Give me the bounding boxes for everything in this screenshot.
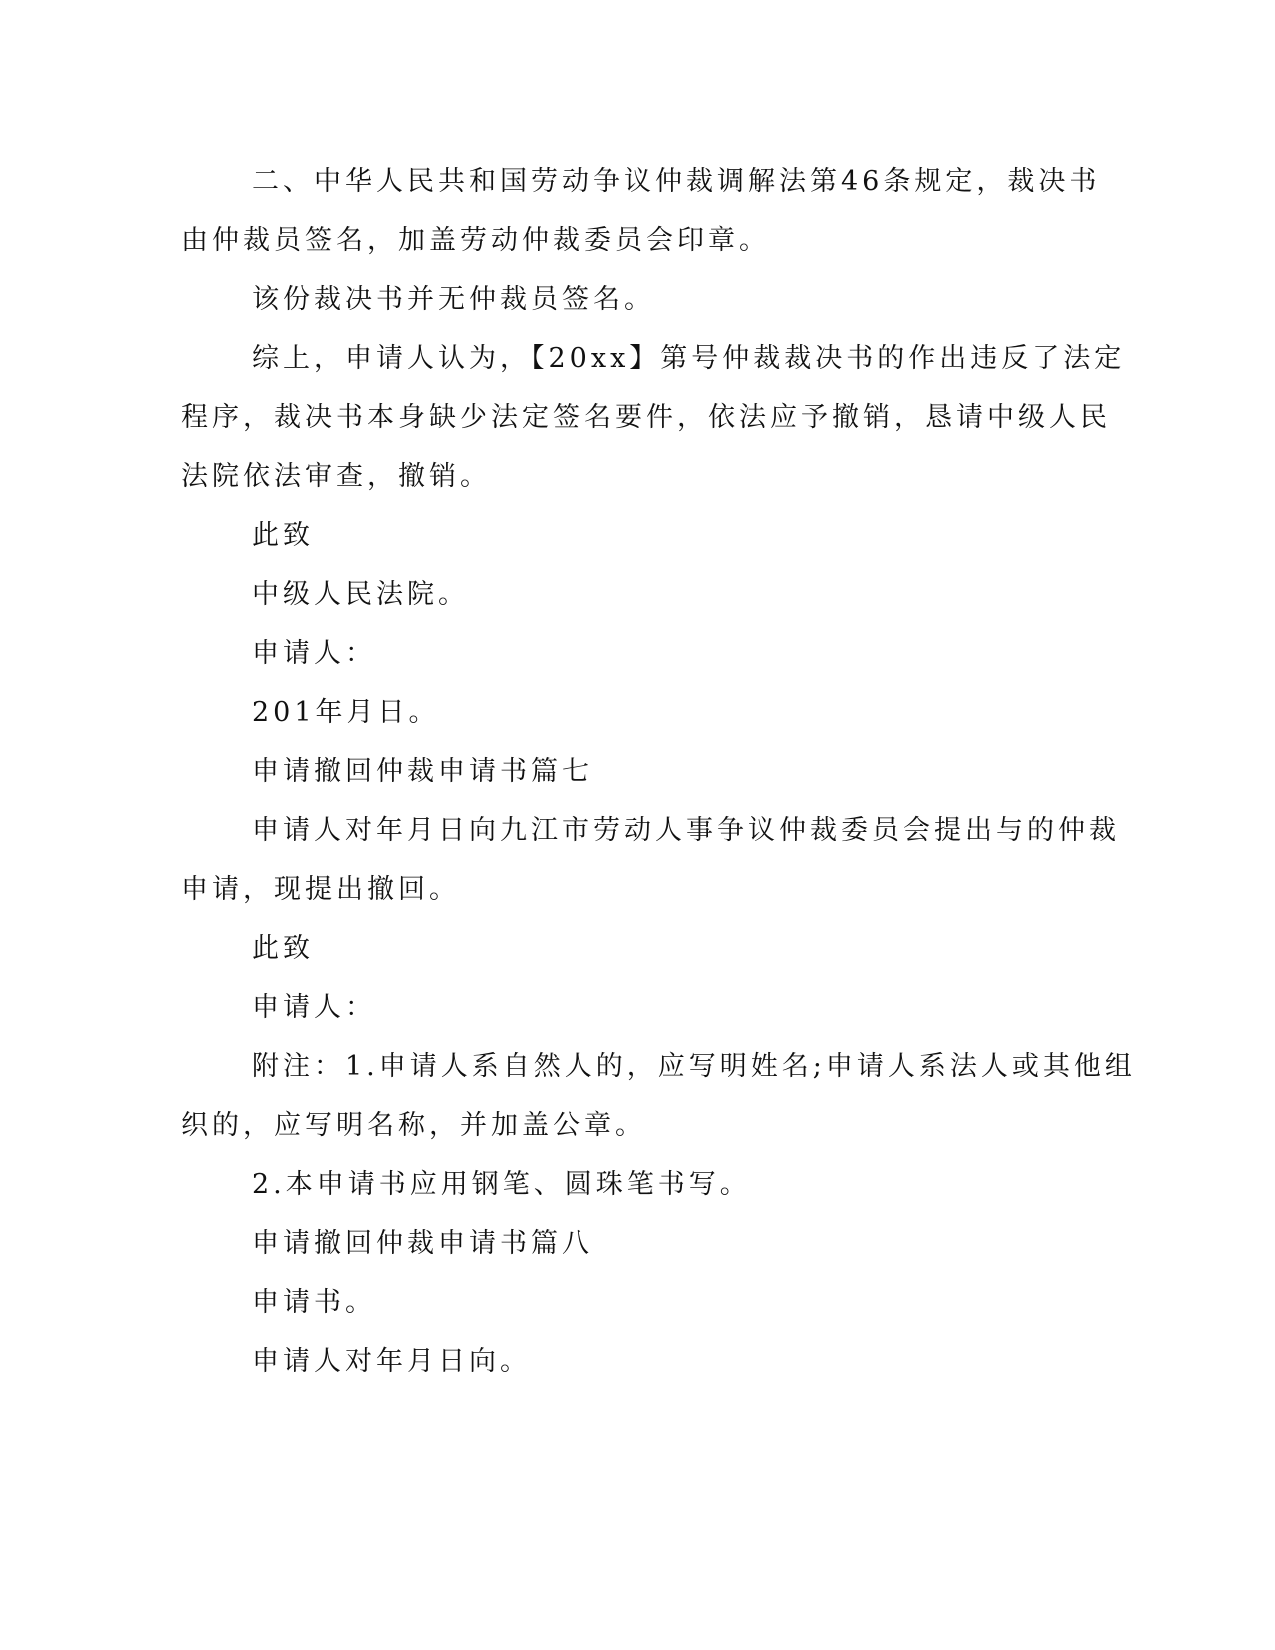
paragraph-applicant: [181, 624, 1049, 683]
text-line: 综上，申请人认为，【20xx】第号仲裁裁决书的作出违反了法定: [252, 343, 1126, 374]
paragraph-no-signature: [181, 270, 1049, 329]
text-line: 法院依法审查，撤销。: [181, 461, 491, 492]
text-line: 中级人民法院。: [252, 579, 469, 610]
section-heading-eight: [181, 1214, 1049, 1273]
paragraph-withdrawal: [181, 801, 1120, 919]
text-line: 申请撤回仲裁申请书篇七: [252, 756, 593, 787]
paragraph-article-46: [181, 152, 1101, 270]
paragraph-salutation: [181, 506, 1049, 565]
text-line: 织的，应写明名称，并加盖公章。: [181, 1110, 646, 1141]
section-heading-seven: [181, 742, 1049, 801]
paragraph-application-title: [181, 1273, 1049, 1332]
text-line: 申请，现提出撤回。: [181, 874, 460, 905]
paragraph-note-2: [181, 1155, 1049, 1214]
paragraph-conclusion: [181, 329, 1126, 506]
text-line: 申请人：: [252, 638, 376, 669]
paragraph-court: [181, 565, 1049, 624]
text-line: 申请人对年月日向九江市劳动人事争议仲裁委员会提出与的仲裁: [252, 815, 1120, 846]
text-line: 附注：1.申请人系自然人的，应写明姓名;申请人系法人或其他组: [252, 1051, 1136, 1082]
text-line: 201年月日。: [252, 697, 440, 728]
paragraph-applicant-2: [181, 978, 1049, 1037]
paragraph-note: [181, 1037, 1136, 1155]
paragraph-salutation-2: [181, 919, 1049, 978]
text-line: 申请书。: [252, 1287, 376, 1318]
text-line: 程序，裁决书本身缺少法定签名要件，依法应予撤销，恳请中级人民: [181, 402, 1111, 433]
text-line: 此致: [252, 520, 314, 551]
paragraph-date: [181, 683, 1049, 742]
text-line: 申请撤回仲裁申请书篇八: [252, 1228, 593, 1259]
text-line: 2.本申请书应用钢笔、圆珠笔书写。: [252, 1169, 751, 1200]
text-line: 由仲裁员签名，加盖劳动仲裁委员会印章。: [181, 225, 770, 256]
text-line: 该份裁决书并无仲裁员签名。: [252, 284, 655, 315]
paragraph-application-start: [181, 1332, 1049, 1391]
text-line: 此致: [252, 933, 314, 964]
text-line: 申请人：: [252, 992, 376, 1023]
text-line: 二、中华人民共和国劳动争议仲裁调解法第46条规定，裁决书: [252, 166, 1101, 197]
text-line: 申请人对年月日向。: [252, 1346, 531, 1377]
document-body: [181, 152, 1136, 1391]
